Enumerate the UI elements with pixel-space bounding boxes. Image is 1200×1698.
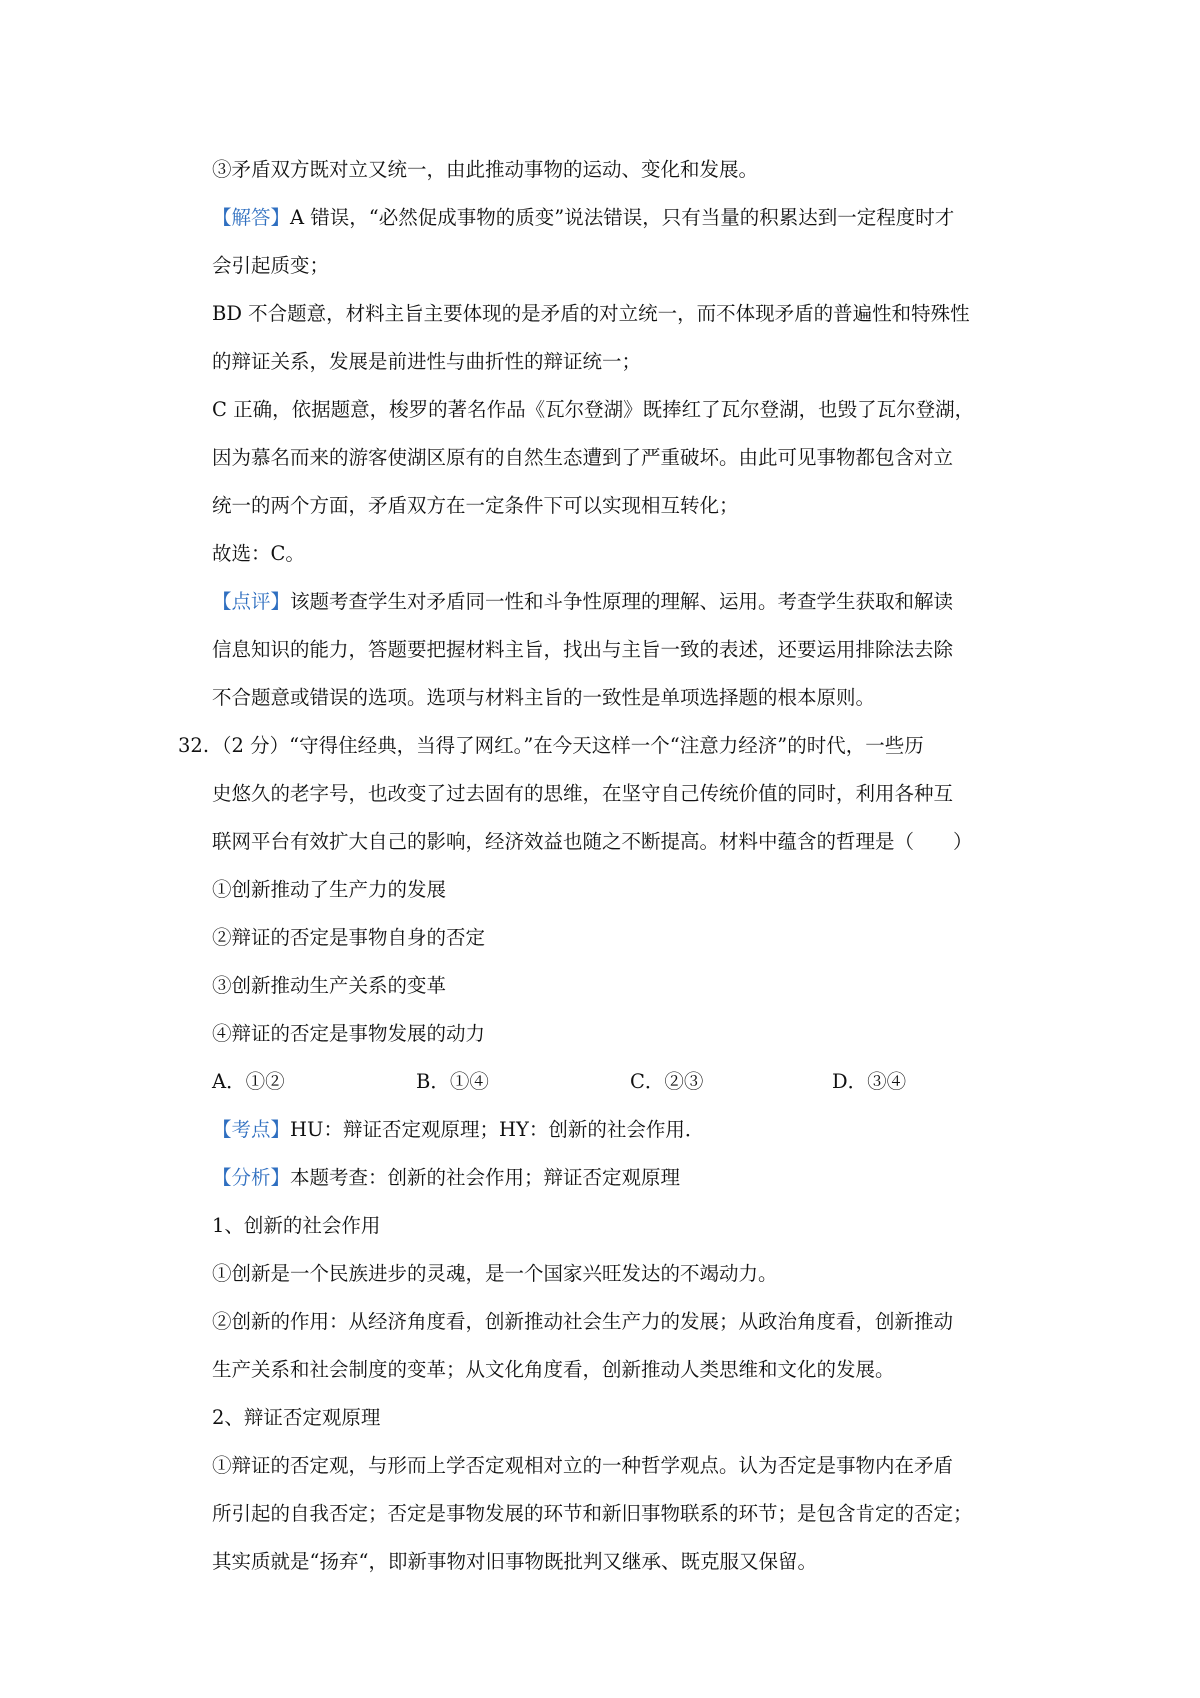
kaodian-tag: 【考点】 xyxy=(212,1118,291,1141)
prev-item-3: ③矛盾双方既对立又统一，由此推动事物的运动、变化和发展。 xyxy=(212,158,759,181)
fenxi-line: 【分析】本题考查：创新的社会作用；辩证否定观原理 xyxy=(212,1166,681,1189)
jieda-line-8: 故选：C。 xyxy=(212,542,305,565)
kaodian-line: 【考点】HU：辩证否定观原理；HY：创新的社会作用． xyxy=(212,1118,705,1141)
q32-stem-line-1: （2 分）“守得住经典，当得了网红。”在今天这样一个“注意力经济”的时代，一些历 xyxy=(212,734,924,757)
dianping-line-3: 不合题意或错误的选项。选项与材料主旨的一致性是单项选择题的根本原则。 xyxy=(212,686,876,709)
option-d: D．③④ xyxy=(832,1070,907,1093)
dianping-tag: 【点评】 xyxy=(212,590,291,613)
option-a: A．①② xyxy=(212,1070,285,1093)
jieda-line-5: C 正确，依据题意，梭罗的著名作品《瓦尔登湖》既捧红了瓦尔登湖，也毁了瓦尔登湖， xyxy=(212,398,975,421)
q32-stem-line-3: 联网平台有效扩大自己的影响，经济效益也随之不断提高。材料中蕴含的哲理是（ ） xyxy=(212,830,973,853)
q32-stem-line-2: 史悠久的老字号，也改变了过去固有的思维，在坚守自己传统价值的同时，利用各种互 xyxy=(212,782,954,805)
analysis-line-1: 1、创新的社会作用 xyxy=(212,1214,381,1237)
question-number: 32. xyxy=(178,734,210,757)
dianping-line-1: 【点评】该题考查学生对矛盾同一性和斗争性原理的理解、运用。考查学生获取和解读 xyxy=(212,590,954,613)
jieda-line-3: BD 不合题意，材料主旨主要体现的是矛盾的对立统一，而不体现矛盾的普遍性和特殊性 xyxy=(212,302,970,325)
jieda-line-1: 【解答】A 错误，“必然促成事物的质变”说法错误，只有当量的积累达到一定程度时才 xyxy=(212,206,955,229)
q32-item-1: ①创新推动了生产力的发展 xyxy=(212,878,447,901)
q32-item-2: ②辩证的否定是事物自身的否定 xyxy=(212,926,486,949)
analysis-line-6: ①辩证的否定观，与形而上学否定观相对立的一种哲学观点。认为否定是事物内在矛盾 xyxy=(212,1454,954,1477)
analysis-line-5: 2、辩证否定观原理 xyxy=(212,1406,381,1429)
analysis-line-2: ①创新是一个民族进步的灵魂，是一个国家兴旺发达的不竭动力。 xyxy=(212,1262,778,1285)
jieda-line-7: 统一的两个方面，矛盾双方在一定条件下可以实现相互转化； xyxy=(212,494,739,517)
jieda-line-6: 因为慕名而来的游客使湖区原有的自然生态遭到了严重破坏。由此可见事物都包含对立 xyxy=(212,446,954,469)
analysis-line-7: 所引起的自我否定；否定是事物发展的环节和新旧事物联系的环节；是包含肯定的否定； xyxy=(212,1502,973,1525)
analysis-line-3: ②创新的作用：从经济角度看，创新推动社会生产力的发展；从政治角度看，创新推动 xyxy=(212,1310,954,1333)
q32-item-3: ③创新推动生产关系的变革 xyxy=(212,974,447,997)
jieda-line-2: 会引起质变； xyxy=(212,254,330,277)
jieda-line-4: 的辩证关系，发展是前进性与曲折性的辩证统一； xyxy=(212,350,642,373)
option-b: B．①④ xyxy=(416,1070,489,1093)
dianping-line-2: 信息知识的能力，答题要把握材料主旨，找出与主旨一致的表述，还要运用排除法去除 xyxy=(212,638,954,661)
analysis-line-4: 生产关系和社会制度的变革；从文化角度看，创新推动人类思维和文化的发展。 xyxy=(212,1358,895,1381)
option-c: C．②③ xyxy=(630,1070,704,1093)
fenxi-tag: 【分析】 xyxy=(212,1166,291,1189)
jieda-tag: 【解答】 xyxy=(212,206,291,229)
analysis-line-8: 其实质就是“扬弃“，即新事物对旧事物既批判又继承、既克服又保留。 xyxy=(212,1550,817,1573)
q32-item-4: ④辩证的否定是事物发展的动力 xyxy=(212,1022,486,1045)
